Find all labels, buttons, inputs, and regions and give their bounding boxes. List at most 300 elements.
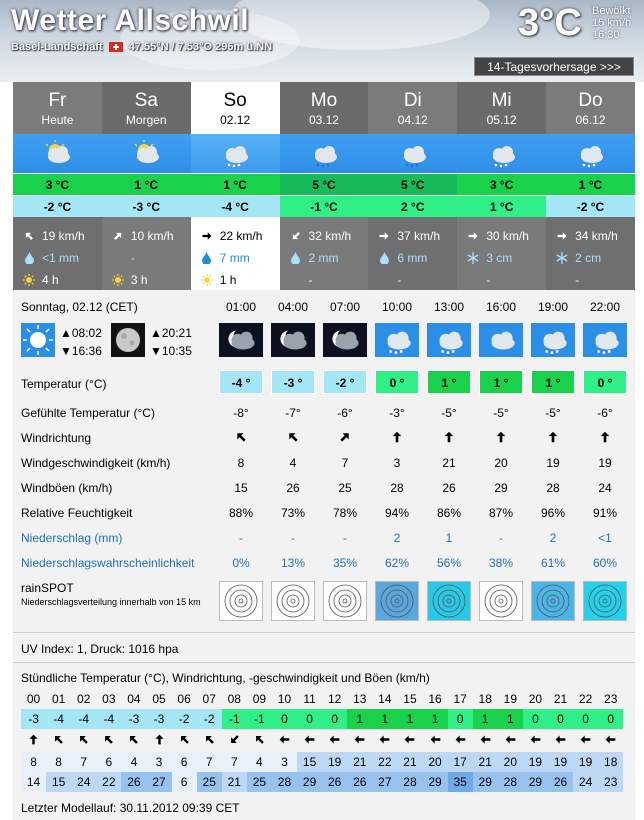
day-weather-icon <box>280 134 369 173</box>
hour-weather-icon <box>479 323 523 357</box>
cell-prob: 38% <box>488 556 514 570</box>
precipitation-amount: 3 cm <box>486 251 513 265</box>
hourly-gust-cell: 27 <box>372 772 397 792</box>
hourly-temp-cell: 1 <box>473 709 498 729</box>
header <box>0 0 644 82</box>
hour-weather-icon <box>375 323 419 357</box>
hour-cell: 08 <box>227 692 241 706</box>
hour-label: 19:00 <box>537 300 569 314</box>
day-stats <box>13 217 102 290</box>
sun-row <box>22 269 102 291</box>
day-name: Mi <box>491 90 512 111</box>
rainspot-label: rainSPOT <box>21 581 74 595</box>
hourly-speed-cell: 21 <box>473 752 498 772</box>
day-max-temp: 1 °C <box>191 173 280 195</box>
wind-row <box>466 225 546 247</box>
hour-cell: 21 <box>553 692 568 706</box>
current-conditions <box>592 5 631 41</box>
hourly-gust-cell: 14 <box>21 772 46 792</box>
hour-cell: 03 <box>102 692 116 706</box>
rainspot-map[interactable] <box>531 581 575 621</box>
hourly-gust-cell: 23 <box>598 772 623 792</box>
detail-panel <box>13 290 635 820</box>
rainspot-map[interactable] <box>375 581 419 621</box>
hourly-gust-cell: 28 <box>272 772 297 792</box>
row-label-wdir: Windrichtung <box>21 431 92 445</box>
hour-label: 22:00 <box>589 300 621 314</box>
wind-direction-arrow-icon <box>218 430 264 447</box>
hour-weather-icon <box>219 323 263 357</box>
hourly-speed-cell: 7 <box>71 752 96 772</box>
current-temperature: 3°C <box>518 2 582 44</box>
day-stats <box>368 217 457 290</box>
cell-precip: - <box>343 531 347 545</box>
hourly-wind-arrow-icon <box>322 732 347 752</box>
temp-cell: 0 ° <box>375 370 419 394</box>
hourly-speed-cell: 22 <box>372 752 397 772</box>
hour-weather-icon <box>323 323 367 357</box>
hourly-wind-arrow-icon <box>523 732 548 752</box>
hourly-wind-arrow-icon <box>498 732 523 752</box>
sun-row <box>555 269 635 291</box>
hourly-gust-cell: 29 <box>473 772 498 792</box>
precipitation-amount: 6 mm <box>397 251 428 265</box>
day-tabs <box>13 82 635 290</box>
cell-wspeed: 19 <box>598 456 612 470</box>
day-stats <box>457 217 546 290</box>
hourly-wind-arrow-icon <box>46 732 71 752</box>
hourly-speed-row <box>21 752 625 772</box>
cell-gust: 24 <box>598 481 612 495</box>
hourly-speed-cell: 20 <box>498 752 523 772</box>
cell-precip: - <box>291 531 295 545</box>
hour-cell: 22 <box>578 692 593 706</box>
day-date: 04.12 <box>397 113 428 127</box>
hour-cell: 01 <box>51 692 66 706</box>
hourly-temp-cell: -2 <box>172 709 197 729</box>
hour-cell: 13 <box>353 692 367 706</box>
sun-row <box>200 269 280 291</box>
hourly-speed-cell: 3 <box>272 752 297 772</box>
day-stats <box>546 217 635 290</box>
hourly-speed-cell: 4 <box>121 752 146 772</box>
day-date: 02.12 <box>220 113 251 127</box>
day-name: Do <box>578 90 603 111</box>
cell-wspeed: 4 <box>289 456 297 470</box>
sun-row <box>289 269 369 291</box>
hourly-speed-cell: 19 <box>573 752 598 772</box>
precipitation-amount: <1 mm <box>42 251 80 265</box>
hourly-temp-cell: -4 <box>71 709 96 729</box>
day-weather-icon <box>546 134 635 173</box>
precip-row <box>555 247 635 269</box>
temp-cell: 0 ° <box>583 370 627 394</box>
raindrop-icon <box>377 252 391 264</box>
hourly-wind-arrow-icon <box>397 732 422 752</box>
hourly-temp-cell: 1 <box>372 709 397 729</box>
cell-wspeed: 3 <box>393 456 401 470</box>
hourly-gust-cell: 26 <box>121 772 146 792</box>
day-min-temp: -2 °C <box>13 195 102 217</box>
wind-arrow-icon <box>377 230 391 242</box>
region-label: Basel-Landschaft <box>11 41 103 53</box>
rainspot-map[interactable] <box>271 581 315 621</box>
rainspot-map[interactable] <box>583 581 627 621</box>
snowflake-icon <box>555 252 569 264</box>
temp-cell: 1 ° <box>479 370 523 394</box>
temp-cell: 1 ° <box>531 370 575 394</box>
row-label-hum: Relative Feuchtigkeit <box>21 506 133 520</box>
hourly-temp-cell: 1 <box>397 709 422 729</box>
hourly-temp-cell: 1 <box>347 709 372 729</box>
sunshine-hours: - <box>397 273 402 287</box>
hourly-gust-row <box>21 772 625 792</box>
wind-row <box>555 225 635 247</box>
sun-row <box>466 269 546 291</box>
hourly-temp-cell: -4 <box>96 709 121 729</box>
day-tab-mi[interactable] <box>457 82 546 290</box>
day-weather-icon <box>457 134 546 173</box>
hourly-gust-cell: 26 <box>548 772 573 792</box>
hourly-wind-arrow-icon <box>448 732 473 752</box>
current-time: 16:30 <box>592 29 620 41</box>
hourly-temp-cell: -2 <box>197 709 222 729</box>
wind-speed: 22 km/h <box>219 229 263 243</box>
hourly-speed-cell: 21 <box>397 752 422 772</box>
wind-speed: 19 km/h <box>42 229 85 243</box>
hourly-speed-cell: 20 <box>423 752 448 772</box>
cell-prob: 13% <box>280 556 306 570</box>
day-tab-fr[interactable] <box>13 82 102 290</box>
cell-precip: 2 <box>393 531 401 545</box>
day-header <box>546 82 635 134</box>
precipitation-amount: - <box>130 251 135 265</box>
wind-direction-arrow-icon <box>426 430 472 447</box>
moonset-time: ▼10:35 <box>150 344 192 358</box>
wind-arrow-icon <box>466 230 480 242</box>
wind-direction-arrow-icon <box>322 430 368 447</box>
hourly-gust-cell: 21 <box>222 772 247 792</box>
hourly-wind-arrow-icon <box>21 732 46 752</box>
hourly-wind-arrow-icon <box>548 732 573 752</box>
day-header <box>191 82 280 134</box>
precip-row <box>200 247 280 269</box>
hourly-hours-row <box>21 689 625 709</box>
cell-gust: 29 <box>494 481 508 495</box>
hourly-wind-arrow-icon <box>96 732 121 752</box>
row-label-prob: Niederschlagswahrscheinlichkeit <box>21 556 195 570</box>
hourly-title: Stündliche Temperatur (°C), Windrichtung, -geschwindigkeit und Böen (km/h) <box>21 671 430 685</box>
hourly-gust-cell: 6 <box>172 772 197 792</box>
sunset-time: ▼16:36 <box>60 344 102 358</box>
hourly-temp-cell: 0 <box>448 709 473 729</box>
hourly-speed-cell: 7 <box>222 752 247 772</box>
hourly-temp-cell: -3 <box>21 709 46 729</box>
day-stats <box>102 217 191 290</box>
precip-row <box>377 247 457 269</box>
hourly-wind-arrow-icon <box>297 732 322 752</box>
cell-gust: 26 <box>442 481 456 495</box>
hourly-speed-cell: 4 <box>247 752 272 772</box>
day-header <box>368 82 457 134</box>
day-header <box>457 82 546 134</box>
temp-cell: -2 ° <box>323 370 367 394</box>
hourly-gust-cell: 29 <box>423 772 448 792</box>
day-max-temp: 5 °C <box>280 173 369 195</box>
wind-row <box>377 225 457 247</box>
wind-arrow-icon <box>555 230 569 242</box>
hour-label: 16:00 <box>485 300 517 314</box>
raindrop-icon <box>200 252 214 264</box>
day-stats <box>191 217 280 290</box>
hourly-temp-cell: 0 <box>523 709 548 729</box>
cell-felt: -7° <box>285 406 301 420</box>
hour-label: 13:00 <box>433 300 465 314</box>
cell-wspeed: 19 <box>546 456 560 470</box>
cell-wspeed: 21 <box>442 456 456 470</box>
cell-prob: 0% <box>232 556 250 570</box>
hour-cell: 09 <box>252 692 267 706</box>
hourly-gust-cell: 29 <box>297 772 322 792</box>
uv-pressure: UV Index: 1, Druck: 1016 hpa <box>21 642 179 656</box>
cell-prob: 61% <box>540 556 566 570</box>
cell-felt: -5° <box>441 406 457 420</box>
hourly-gust-cell: 26 <box>322 772 347 792</box>
hour-cell: 14 <box>378 692 392 706</box>
precipitation-amount: 2 mm <box>308 251 339 265</box>
precip-row <box>289 247 369 269</box>
day-weather-icon <box>102 134 191 173</box>
hour-cell: 23 <box>604 692 618 706</box>
row-label-wspeed: Windgeschwindigkeit (km/h) <box>21 456 171 470</box>
current-wind: 15 km/h <box>592 17 632 29</box>
hourly-wind-arrow-icon <box>121 732 146 752</box>
day-name: So <box>223 90 247 111</box>
hourly-wind-arrow-icon <box>146 732 171 752</box>
day-tab-so[interactable] <box>191 82 280 290</box>
day-header <box>102 82 191 134</box>
hourly-speed-cell: 19 <box>548 752 573 772</box>
hour-label: 01:00 <box>225 300 257 314</box>
snowflake-icon <box>466 252 480 264</box>
sunrise-time: ▲08:02 <box>60 326 102 340</box>
cell-hum: 78% <box>332 506 358 520</box>
hourly-wind-arrow-icon <box>222 732 247 752</box>
cell-gust: 15 <box>234 481 248 495</box>
day-tab-di[interactable] <box>368 82 457 290</box>
cell-precip: 2 <box>549 531 557 545</box>
wind-speed: 10 km/h <box>130 229 174 243</box>
cell-hum: 73% <box>280 506 306 520</box>
day-min-temp: -2 °C <box>546 195 635 217</box>
cell-gust: 26 <box>286 481 300 495</box>
day-stats <box>280 217 369 290</box>
wind-direction-arrow-icon <box>478 430 524 447</box>
hourly-speed-cell: 7 <box>197 752 222 772</box>
hour-cell: 17 <box>453 692 467 706</box>
day-min-temp: -4 °C <box>191 195 280 217</box>
hourly-temp-cell: 0 <box>598 709 623 729</box>
temp-cell: -3 ° <box>271 370 315 394</box>
row-label-gust: Windböen (km/h) <box>21 481 113 495</box>
hourly-gust-cell: 28 <box>397 772 422 792</box>
precipitation-amount: 2 cm <box>575 251 602 265</box>
raindrop-icon <box>22 252 36 264</box>
hourly-wind-arrow-icon <box>272 732 297 752</box>
hourly-gust-cell: 35 <box>448 772 473 792</box>
hour-cell: 04 <box>127 692 141 706</box>
precip-row <box>22 247 102 269</box>
hour-cell: 05 <box>152 692 166 706</box>
wind-speed: 34 km/h <box>575 229 618 243</box>
cell-wspeed: 7 <box>341 456 349 470</box>
hourly-temp-cell: 1 <box>498 709 523 729</box>
wind-row <box>111 225 191 247</box>
moon-icon <box>111 323 145 357</box>
day-max-temp: 1 °C <box>102 173 191 195</box>
wind-direction-arrow-icon <box>530 430 576 447</box>
hourly-wind-direction-row <box>21 732 625 752</box>
hourly-temp-cell: -1 <box>222 709 247 729</box>
day-name: Mo <box>310 90 338 111</box>
raindrop-icon <box>289 252 303 264</box>
hourly-wind-arrow-icon <box>247 732 272 752</box>
cell-prob: 62% <box>384 556 410 570</box>
hourly-gust-cell: 28 <box>498 772 523 792</box>
hourly-speed-cell: 6 <box>96 752 121 772</box>
hourly-gust-cell: 29 <box>523 772 548 792</box>
day-max-temp: 3 °C <box>13 173 102 195</box>
cell-gust: 28 <box>546 481 560 495</box>
day-weather-icon <box>368 134 457 173</box>
current-condition-text: Bewölkt <box>592 5 631 17</box>
day-max-temp: 3 °C <box>457 173 546 195</box>
row-label-felt: Gefühlte Temperatur (°C) <box>21 406 155 420</box>
hourly-temp-cell: 0 <box>573 709 598 729</box>
hour-weather-icon <box>427 323 471 357</box>
cell-hum: 86% <box>436 506 462 520</box>
wind-direction-arrow-icon <box>374 430 420 447</box>
cell-hum: 88% <box>228 506 254 520</box>
hourly-gust-cell: 27 <box>146 772 171 792</box>
rainspot-map[interactable] <box>479 581 523 621</box>
hourly-temp-cell: 0 <box>322 709 347 729</box>
wind-arrow-icon <box>111 230 125 242</box>
cell-hum: 87% <box>488 506 514 520</box>
cell-prob: 35% <box>332 556 358 570</box>
hourly-wind-arrow-icon <box>172 732 197 752</box>
hour-cell: 02 <box>77 692 91 706</box>
cell-hum: 91% <box>592 506 618 520</box>
hourly-wind-arrow-icon <box>573 732 598 752</box>
day-min-temp: 1 °C <box>457 195 546 217</box>
coordinates: 47.55°N / 7.53°O 296m ü.NN <box>128 41 273 53</box>
hourly-temp-cell: 0 <box>548 709 573 729</box>
rainspot-description: Niederschlagsverteilung innerhalb von 15 km <box>21 597 201 607</box>
hour-label: 07:00 <box>329 300 361 314</box>
hourly-speed-cell: 19 <box>322 752 347 772</box>
hourly-temp-cell: -3 <box>146 709 171 729</box>
sun-icon <box>200 274 214 286</box>
hourly-gust-cell: 15 <box>46 772 71 792</box>
temp-cell: 1 ° <box>427 370 471 394</box>
sunshine-hours: - <box>486 273 491 287</box>
wind-arrow-icon <box>200 230 214 242</box>
hourly-temp-cell: -1 <box>247 709 272 729</box>
sun-icon <box>111 274 125 286</box>
wind-direction-arrow-icon <box>582 430 628 447</box>
rainspot-map[interactable] <box>219 581 263 621</box>
cell-wspeed: 20 <box>494 456 508 470</box>
hour-cell: 12 <box>327 692 342 706</box>
hourly-speed-cell: 19 <box>523 752 548 772</box>
wind-direction-arrow-icon <box>270 430 316 447</box>
day-name: Fr <box>48 90 67 111</box>
day-max-temp: 5 °C <box>368 173 457 195</box>
day-tab-do[interactable] <box>546 82 635 290</box>
location-subline <box>11 41 272 53</box>
hourly-wind-arrow-icon <box>347 732 372 752</box>
rainspot-map[interactable] <box>427 581 471 621</box>
hourly-speed-cell: 6 <box>172 752 197 772</box>
cell-precip: 1 <box>445 531 453 545</box>
temp-cell: -4 ° <box>219 370 263 394</box>
day-min-temp: -3 °C <box>102 195 191 217</box>
cell-felt: -3° <box>389 406 405 420</box>
hour-cell: 07 <box>202 692 216 706</box>
hourly-temp-cell: -4 <box>46 709 71 729</box>
wind-row <box>200 225 280 247</box>
hour-cell: 18 <box>478 692 492 706</box>
hour-cell: 15 <box>403 692 417 706</box>
sun-icon <box>22 274 36 286</box>
hourly-temps-row <box>21 709 625 729</box>
14-day-forecast-button[interactable]: 14-Tagesvorhersage >>> <box>474 57 634 76</box>
day-tab-mo[interactable] <box>280 82 369 290</box>
hour-weather-icon <box>271 323 315 357</box>
swiss-flag-icon <box>109 42 123 52</box>
hourly-gust-cell: 26 <box>347 772 372 792</box>
hourly-temp-cell: 0 <box>297 709 322 729</box>
hour-label: 10:00 <box>381 300 413 314</box>
hour-cell: 06 <box>177 692 191 706</box>
rainspot-map[interactable] <box>323 581 367 621</box>
wind-speed: 30 km/h <box>486 229 529 243</box>
hourly-speed-cell: 8 <box>46 752 71 772</box>
day-date: Heute <box>41 113 74 127</box>
day-tab-sa[interactable] <box>102 82 191 290</box>
day-name: Sa <box>134 90 158 111</box>
day-weather-icon <box>191 134 280 173</box>
cell-wspeed: 8 <box>237 456 245 470</box>
cell-prob: 56% <box>436 556 462 570</box>
day-date: 05.12 <box>486 113 517 127</box>
hourly-wind-arrow-icon <box>71 732 96 752</box>
hour-cell: 19 <box>503 692 517 706</box>
row-label-precip: Niederschlag (mm) <box>21 531 123 545</box>
cell-prob: 60% <box>592 556 618 570</box>
hourly-wind-arrow-icon <box>197 732 222 752</box>
cell-precip: - <box>239 531 243 545</box>
wind-row <box>289 225 369 247</box>
hourly-gust-cell: 24 <box>71 772 96 792</box>
hourly-temp-cell: 1 <box>423 709 448 729</box>
sun-icon <box>21 323 55 357</box>
hourly-speed-cell: 8 <box>21 752 46 772</box>
hour-cell: 10 <box>277 692 292 706</box>
sunshine-hours: 1 h <box>219 273 237 287</box>
sunshine-hours: - <box>308 273 313 287</box>
